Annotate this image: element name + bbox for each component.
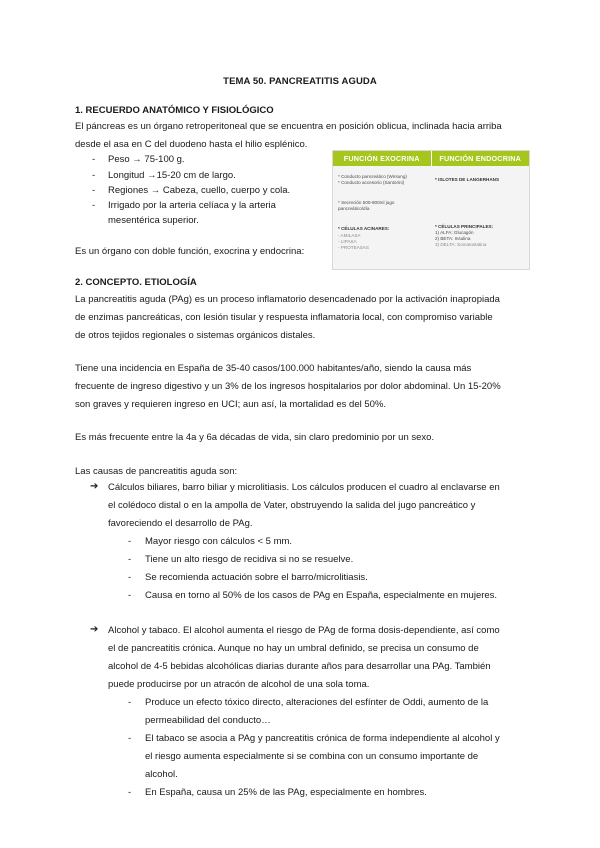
cause2-sub: permeabilidad del conducto… (145, 715, 271, 726)
cause1-line: Cálculos biliares, barro biliar y microlitiasis. Los cálculos producen el cuadro al enclavarse en (108, 482, 500, 493)
bullet-irrigation: Irrigado por la arteria celíaca y la arteria (108, 200, 276, 211)
cause2-sub: El tabaco se asocia a PAg y pancreatitis crónica de forma independiente al alcohol y (145, 733, 500, 744)
bullet-dash: - (92, 154, 96, 165)
paragraph-line: Tiene una incidencia en España de 35-40 casos/100.000 habitantes/año, siendo la causa más (75, 363, 472, 374)
table-cell: 3) DELTA: Somatostatina (435, 242, 487, 247)
table-cell: * ISLOTES DE LANGERHANS (435, 177, 500, 182)
cause2-line: alcohol de 4-5 bebidas alcohólicas diarias durante años para desarrollar una PAg. También (108, 661, 491, 672)
sub-bullet-dash: - (128, 697, 132, 708)
paragraph-line: de enzimas pancreáticas, con lesión tisular y respuesta inflamatoria local, con compromiso variable (75, 312, 493, 323)
function-table-figure (332, 150, 530, 270)
section1-closing: Es un órgano con doble función, exocrina y endocrina: (75, 246, 305, 257)
cause2-sub: Produce un efecto tóxico directo, alteraciones del esfínter de Oddi, aumento de la (145, 697, 489, 708)
sub-bullet-dash: - (128, 572, 132, 583)
arrow-bullet-icon: ➔ (90, 481, 99, 492)
causes-intro: Las causas de pancreatitis aguda son: (75, 466, 238, 477)
section2-heading: 2. CONCEPTO. ETIOLOGÍA (75, 277, 197, 288)
cause2-line: el de pancreatitis crónica. Aunque no hay un umbral definido, se precisa un consumo de (108, 643, 479, 654)
section1-intro-line: El páncreas es un órgano retroperitoneal que se encuentra en posición oblicua, inclinada hacia arriba (75, 121, 502, 132)
paragraph-line: de otros tejidos regionales o sistemas orgánicos distales. (75, 330, 316, 341)
sub-bullet-dash: - (128, 733, 132, 744)
table-header-endocrine: FUNCIÓN ENDOCRINA (431, 151, 530, 166)
section1-intro-line: desde el asa en C del duodeno hasta el hilio esplénico. (75, 139, 308, 150)
paragraph-line: Es más frecuente entre la 4a y 6a décadas de vida, sin claro predominio por un sexo. (75, 432, 435, 443)
sub-bullet-dash: - (128, 536, 132, 547)
document-title: TEMA 50. PANCREATITIS AGUDA (223, 76, 377, 87)
sub-bullet-dash: - (128, 590, 132, 601)
bullet-length: Longitud →15-20 cm de largo. (108, 170, 236, 181)
cause2-line: Alcohol y tabaco. El alcohol aumenta el riesgo de PAg de forma dosis-dependiente, así como (108, 625, 500, 636)
cause2-sub: alcohol. (145, 769, 178, 780)
cause1-sub: Mayor riesgo con cálculos < 5 mm. (145, 536, 293, 547)
arrow-bullet-icon: ➔ (90, 624, 99, 635)
sub-bullet-dash: - (128, 554, 132, 565)
cause1-sub: Se recomienda actuación sobre el barro/microlitiasis. (145, 572, 368, 583)
cause2-sub: el riesgo aumenta especialmente si se combina con un consumo importante de (145, 751, 479, 762)
table-cell: * CÉLULAS PRINCIPALES: (435, 224, 494, 229)
table-cell: * Secreción 500-800ml jugo (338, 200, 395, 205)
table-cell: - LIPASA (338, 239, 357, 244)
table-cell: - PROTEASAS (338, 245, 369, 250)
cause1-sub: Tiene un alto riesgo de recidiva si no se resuelve. (145, 554, 354, 565)
table-cell: * Conducto accesorio (Santorini) (338, 180, 405, 185)
table-cell: * Conducto pancreático (Wirsung) (338, 174, 407, 179)
section1-heading: 1. RECUERDO ANATÓMICO Y FISIOLÓGICO (75, 105, 274, 116)
cause1-sub: Causa en torno al 50% de los casos de PAg en España, especialmente en mujeres. (145, 590, 498, 601)
paragraph-line: son graves y requieren ingreso en UCI; aun así, la mortalidad es del 50%. (75, 399, 387, 410)
bullet-dash: - (92, 170, 96, 181)
table-cell: 1) ALFA: Glucagón (435, 230, 474, 235)
paragraph-line: La pancreatitis aguda (PAg) es un proceso inflamatorio desencadenado por la activación inapropiada (75, 294, 500, 305)
sub-bullet-dash: - (128, 787, 132, 798)
cause1-line: favoreciendo el desarrollo de PAg. (108, 518, 253, 529)
paragraph-line: frecuente de ingreso digestivo y un 3% de los ingresos hospitalarios por dolor abdominal. Un 15-20% (75, 381, 501, 392)
table-cell: * CÉLULAS ACINARES: (338, 226, 390, 231)
bullet-dash: - (92, 200, 96, 211)
table-cell: pancreático/día (338, 206, 370, 211)
cause2-line: puede producirse por un atracón de alcohol de una sola toma. (108, 679, 370, 690)
bullet-irrigation-cont: mesentérica superior. (108, 215, 199, 226)
bullet-weight: Peso → 75-100 g. (108, 154, 185, 165)
table-header-exocrine: FUNCIÓN EXOCRINA (333, 151, 431, 166)
bullet-dash: - (92, 185, 96, 196)
cause1-line: el colédoco distal o en la ampolla de Vater, obstruyendo la salida del jugo pancreático y (108, 500, 476, 511)
cause2-sub: En España, causa un 25% de las PAg, especialmente en hombres. (145, 787, 427, 798)
bullet-regions: Regiones → Cabeza, cuello, cuerpo y cola. (108, 185, 291, 196)
table-cell: - AMILASA (338, 233, 361, 238)
table-cell: 2) BETA: Insulina (435, 236, 471, 241)
